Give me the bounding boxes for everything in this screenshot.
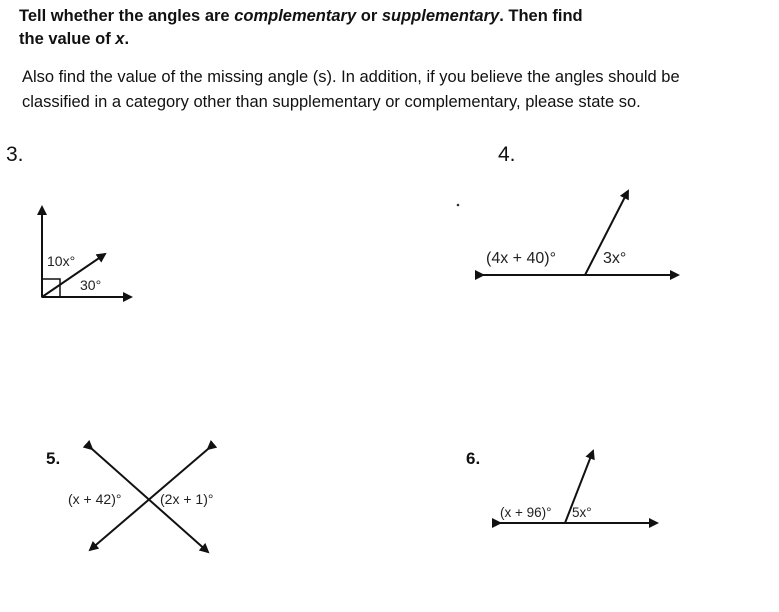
- heading-line-1: Tell whether the angles are complementary or supplementary. Then find: [19, 7, 583, 25]
- p5-label-right: (2x + 1)°: [160, 491, 214, 507]
- p4-label-left: (4x + 40)°: [486, 250, 556, 267]
- problem-5-number: 5.: [46, 449, 61, 468]
- instructions-line-2: classified in a category other than supplementary or complementary, please state so.: [22, 93, 641, 111]
- p5-label-left: (x + 42)°: [68, 491, 122, 507]
- problem-3-number: 3.: [6, 143, 24, 166]
- p4-label-right: 3x°: [603, 250, 627, 267]
- instructions-line-1: Also find the value of the missing angle (s). In addition, if you believe the angles should be: [22, 68, 680, 86]
- p6-label-right: 5x°: [572, 505, 592, 520]
- problem-4-number: 4.: [498, 143, 516, 166]
- problem-6-number: 6.: [466, 449, 481, 468]
- heading-line-2: the value of x.: [19, 30, 130, 48]
- p6-label-left: (x + 96)°: [500, 505, 552, 520]
- p3-label-30: 30°: [80, 277, 102, 293]
- p3-label-10x: 10x°: [47, 253, 76, 269]
